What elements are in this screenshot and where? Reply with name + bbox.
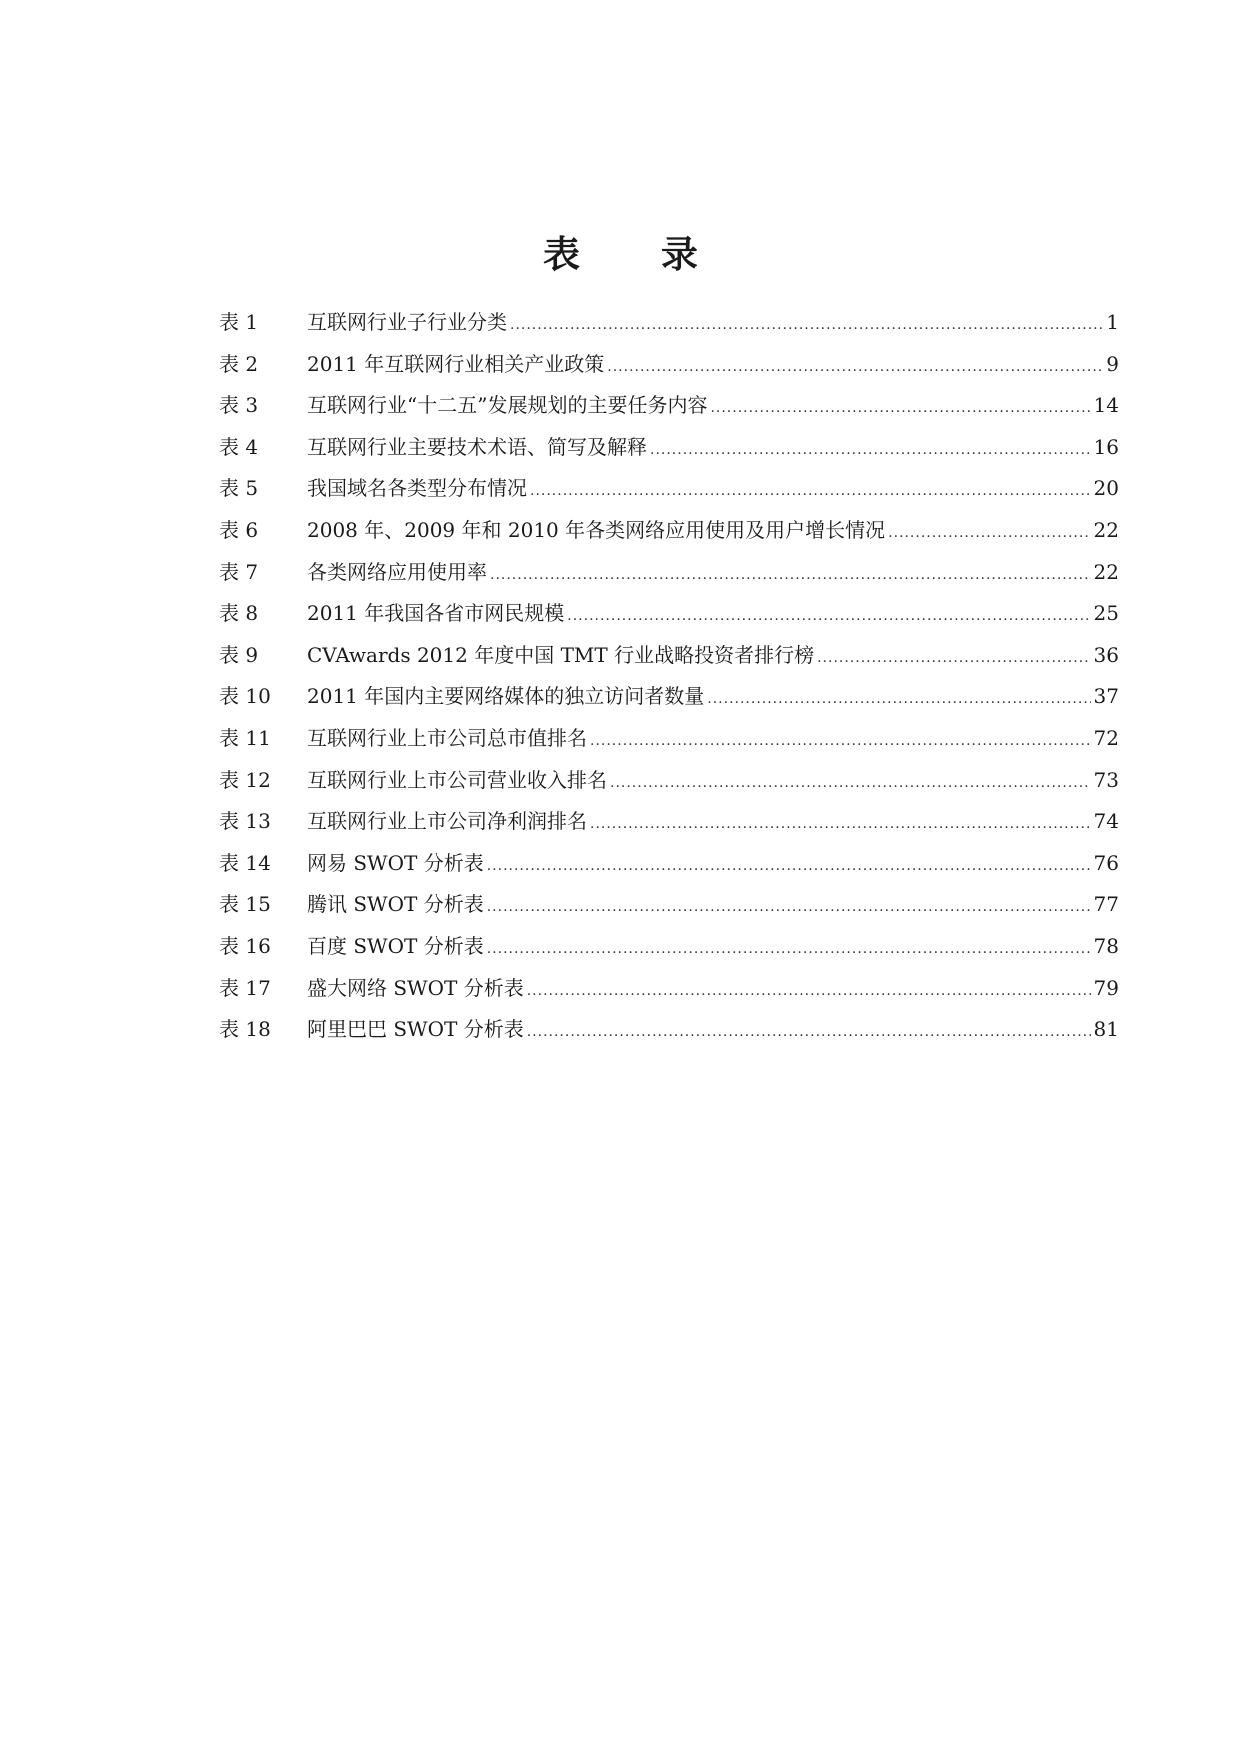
toc-dot-leader (590, 721, 1091, 763)
toc-entry-page-number: 25 (1093, 601, 1119, 626)
toc-entry-title: 2011 年国内主要网络媒体的独立访问者数量 (307, 684, 705, 709)
toc-entry-label: 表 2 (219, 351, 259, 376)
toc-dot-leader (610, 763, 1091, 805)
toc-entry-title: 互联网行业主要技术术语、简写及解释 (307, 434, 647, 459)
toc-dot-leader (527, 1012, 1091, 1054)
toc-entry-title: 百度 SWOT 分析表 (307, 933, 484, 958)
toc-entry[interactable] (219, 926, 1119, 968)
toc-entry[interactable] (219, 843, 1119, 885)
toc-entry-title: 腾讯 SWOT 分析表 (307, 892, 484, 917)
toc-entry-page-number: 1 (1106, 310, 1119, 334)
toc-entry[interactable] (219, 468, 1119, 510)
toc-entry-page-number: 74 (1093, 809, 1119, 834)
toc-dot-leader (487, 887, 1091, 929)
toc-entry[interactable] (219, 801, 1119, 843)
toc-entry[interactable] (219, 884, 1119, 926)
toc-entry-page-number: 22 (1093, 559, 1119, 584)
toc-dot-leader (510, 305, 1103, 347)
toc-entry-label: 表 8 (219, 601, 259, 626)
toc-entry-title: 互联网行业子行业分类 (307, 310, 507, 334)
toc-entry-title: 互联网行业上市公司营业收入排名 (307, 767, 607, 792)
toc-entry-label: 表 7 (219, 559, 259, 584)
toc-entry-title: 互联网行业上市公司净利润排名 (307, 809, 587, 834)
toc-entry-page-number: 20 (1093, 476, 1119, 501)
toc-entry-title: 网易 SWOT 分析表 (307, 850, 484, 875)
toc-entry-page-number: 14 (1093, 393, 1119, 418)
toc-entry[interactable] (219, 302, 1119, 344)
toc-entry-page-number: 16 (1093, 434, 1119, 459)
toc-entry-page-number: 78 (1093, 933, 1119, 958)
toc-entry-label: 表 10 (219, 684, 271, 709)
toc-entry-title: 阿里巴巴 SWOT 分析表 (307, 1017, 524, 1042)
toc-entry-label: 表 6 (219, 517, 259, 542)
toc-entry-label: 表 18 (219, 1017, 271, 1042)
toc-entry[interactable] (219, 968, 1119, 1010)
toc-entry-label: 表 12 (219, 767, 271, 792)
toc-entry[interactable] (219, 427, 1119, 469)
toc-entry-label: 表 16 (219, 933, 271, 958)
toc-entry-page-number: 36 (1093, 642, 1119, 667)
toc-entry-title: 盛大网络 SWOT 分析表 (307, 975, 524, 1000)
toc-entry-title: 我国域名各类型分布情况 (307, 476, 527, 501)
toc-entry-title: CVAwards 2012 年度中国 TMT 行业战略投资者排行榜 (307, 642, 815, 667)
toc-entry-page-number: 37 (1093, 684, 1119, 709)
toc-entry-label: 表 4 (219, 434, 259, 459)
toc-entry[interactable] (219, 593, 1119, 635)
toc-entry-page-number: 79 (1093, 975, 1119, 1000)
toc-entry-label: 表 17 (219, 975, 271, 1000)
toc-entry-page-number: 9 (1106, 351, 1119, 376)
toc-dot-leader (888, 513, 1090, 555)
page-title: 表 录 (543, 232, 732, 276)
toc-entry-label: 表 11 (219, 725, 271, 750)
toc-entry-title: 各类网络应用使用率 (307, 559, 487, 584)
toc-dot-leader (817, 638, 1090, 680)
toc-entry-title: 互联网行业上市公司总市值排名 (307, 725, 587, 750)
toc-entry-label: 表 9 (219, 642, 259, 667)
toc-dot-leader (707, 679, 1090, 721)
toc-entry-title: 2011 年我国各省市网民规模 (307, 601, 565, 626)
toc-entry[interactable] (219, 344, 1119, 386)
toc-entry-label: 表 3 (219, 393, 259, 418)
toc-dot-leader (487, 846, 1091, 888)
toc-entry-page-number: 81 (1093, 1017, 1119, 1042)
toc-entry-page-number: 73 (1093, 767, 1119, 792)
toc-dot-leader (487, 929, 1091, 971)
toc-entry-page-number: 77 (1093, 892, 1119, 917)
toc-dot-leader (607, 347, 1103, 389)
toc-entry-label: 表 1 (219, 310, 259, 334)
toc-entry-label: 表 15 (219, 892, 271, 917)
toc-entry-label: 表 13 (219, 809, 271, 834)
toc-entry-label: 表 14 (219, 850, 271, 875)
toc-entry-title: 2011 年互联网行业相关产业政策 (307, 351, 605, 376)
toc-entry[interactable] (219, 385, 1119, 427)
toc-dot-leader (490, 555, 1091, 597)
toc-entry-page-number: 76 (1093, 850, 1119, 875)
toc-entry[interactable] (219, 676, 1119, 718)
toc-dot-leader (530, 471, 1091, 513)
toc-dot-leader (567, 596, 1090, 638)
toc-entry-label: 表 5 (219, 476, 259, 501)
toc-entry-title: 互联网行业“十二五”发展规划的主要任务内容 (307, 393, 708, 418)
toc-entry-page-number: 72 (1093, 725, 1119, 750)
toc-entry-title: 2008 年、2009 年和 2010 年各类网络应用使用及用户增长情况 (307, 517, 886, 542)
toc-dot-leader (710, 388, 1090, 430)
toc-dot-leader (650, 430, 1091, 472)
toc-entry[interactable] (219, 510, 1119, 552)
toc-entry[interactable] (219, 760, 1119, 802)
toc-dot-leader (527, 971, 1091, 1013)
toc-dot-leader (590, 804, 1091, 846)
toc-entry[interactable] (219, 635, 1119, 677)
toc-entry[interactable] (219, 1009, 1119, 1051)
toc-entry[interactable] (219, 552, 1119, 594)
toc-entry[interactable] (219, 718, 1119, 760)
table-list (219, 302, 1119, 1051)
toc-entry-page-number: 22 (1093, 517, 1119, 542)
